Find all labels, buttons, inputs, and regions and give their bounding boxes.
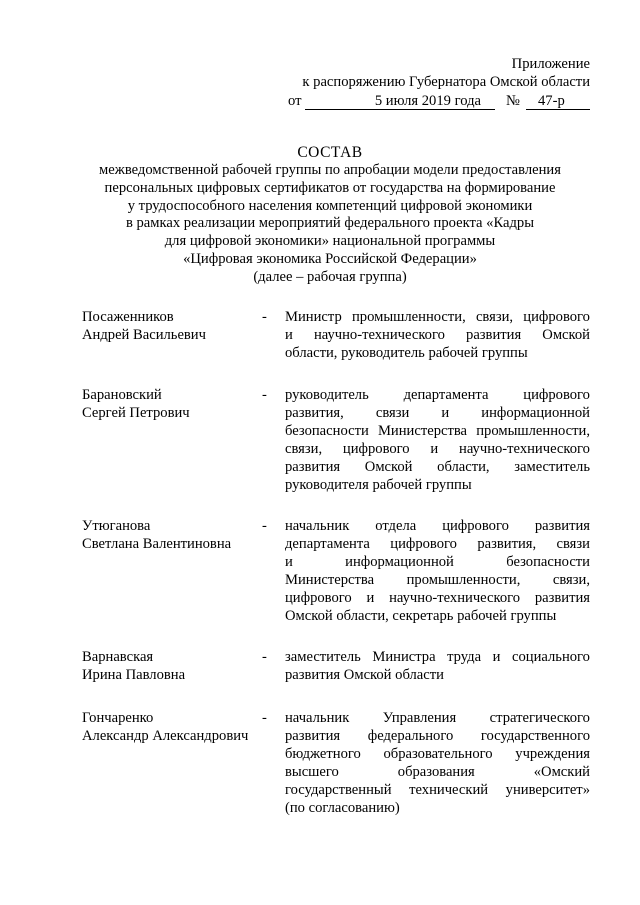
member-role-word: развития Омской области <box>285 667 444 683</box>
member-role-word: связи, <box>552 572 590 588</box>
member-role-word: связи <box>556 536 590 552</box>
member-role-word: и <box>492 649 501 665</box>
member-role-word: бюджетного <box>285 746 361 762</box>
number-sign-label: № <box>506 93 520 109</box>
member-name <box>82 518 252 554</box>
member-role-word: и <box>366 590 375 606</box>
member-role-word: заместитель <box>285 649 361 665</box>
member-role-word: университет» <box>505 782 590 798</box>
member-role-line <box>285 423 590 441</box>
title-line: персональных цифровых сертификатов от государства на формирование <box>104 179 556 196</box>
member-role-word: Управления <box>382 710 457 726</box>
member-role-line <box>285 441 590 459</box>
member-role-line <box>285 667 590 685</box>
member-role-word: Министерства <box>285 572 375 588</box>
member-role-word: учреждения <box>515 746 590 762</box>
member-role-word: связи, <box>475 309 514 325</box>
member-role-word: социального <box>512 649 590 665</box>
number-value: 47-р <box>538 93 565 109</box>
member-role-word: образования <box>397 764 475 780</box>
member-role-word: Омской <box>542 327 590 343</box>
member-role-word: развития <box>285 728 341 744</box>
member-role-word: Министерства <box>377 423 468 439</box>
member-role-word: департамента <box>285 536 370 552</box>
member-role-line <box>285 608 590 626</box>
member-role-line <box>285 590 590 608</box>
member-role-line <box>285 477 590 495</box>
member-role-line <box>285 649 590 667</box>
member-role-word: отдела <box>375 518 417 534</box>
member-role-word: информационной <box>481 405 590 421</box>
member-role-word: цифрового <box>285 590 352 606</box>
member-given-names: Сергей Петрович <box>82 405 190 421</box>
appendix-date-number-line <box>288 93 590 111</box>
member-role-word: стратегического <box>489 710 590 726</box>
member-role-word: промышленности, <box>476 423 590 439</box>
member-role-word: начальник <box>285 518 350 534</box>
member-role-word: промышленности, <box>406 572 521 588</box>
member-role-word: Омской области, секретарь рабочей группы <box>285 608 557 624</box>
member-role-word: цифрового <box>523 387 590 403</box>
member-role-word: федерального <box>367 728 454 744</box>
member-role <box>285 387 590 495</box>
member-role-line <box>285 387 590 405</box>
member-role-line <box>285 327 590 345</box>
member-given-names: Александр Александрович <box>82 728 249 744</box>
member-role-line <box>285 800 590 818</box>
member-name <box>82 309 252 345</box>
member-role-word: цифрового <box>442 518 509 534</box>
title-line: для цифровой экономики» национальной программы <box>164 233 496 250</box>
member-role-word: заместитель <box>514 459 590 475</box>
member-role-word: связи, <box>285 441 323 457</box>
member-role-word: Министр <box>285 309 342 325</box>
member-role-word: и <box>285 327 293 343</box>
member-surname: Варнавская <box>82 649 154 665</box>
member-role-line <box>285 554 590 572</box>
member-given-names: Андрей Васильевич <box>82 327 206 343</box>
member-role-word: развития <box>285 459 341 475</box>
title-line: в рамках реализации мероприятий федерального проекта «Кадры <box>125 215 535 232</box>
title-line: «Цифровая экономика Российской Федерации» <box>183 250 477 267</box>
member-role-word: образовательного <box>383 746 493 762</box>
member-surname: Утюганова <box>82 518 151 534</box>
member-role-word: научно-технического <box>389 590 521 606</box>
member-role-word: развития <box>466 327 522 343</box>
member-role-word: научно-технического <box>313 327 445 343</box>
member-role-word: государственного <box>480 728 590 744</box>
member-role-word: области, <box>437 459 490 475</box>
appendix-decree-reference: к распоряжению Губернатора Омской области <box>302 74 590 90</box>
member-role-line <box>285 536 590 554</box>
member-role-word: начальник <box>285 710 350 726</box>
member-role-word: (по согласованию) <box>285 800 400 816</box>
member-dash: - <box>262 518 267 534</box>
date-value: 5 июля 2019 года <box>374 93 481 109</box>
member-role-word: департамента <box>403 387 489 403</box>
member-role-word: Министра <box>372 649 436 665</box>
member-role-word: Омской <box>364 459 413 475</box>
member-role-line <box>285 405 590 423</box>
member-role-word: связи <box>375 405 410 421</box>
appendix-title: Приложение <box>511 56 590 72</box>
member-role-word: научно-технического <box>459 441 590 457</box>
member-role-word: развития, <box>477 536 537 552</box>
member-role-line <box>285 728 590 746</box>
member-role <box>285 309 590 363</box>
member-role-word: цифрового <box>342 441 410 457</box>
title-line: у трудоспособного населения компетенций цифровой экономики <box>127 197 533 214</box>
member-role-word: цифрового <box>523 309 590 325</box>
member-role-word: и <box>441 405 450 421</box>
member-role-word: безопасности <box>285 423 369 439</box>
member-role-word: и <box>285 554 293 570</box>
member-role-word: промышленности, <box>351 309 466 325</box>
member-role-word: развития <box>534 590 590 606</box>
appendix-header <box>288 56 590 111</box>
member-role-line <box>285 459 590 477</box>
document-title-block <box>60 144 600 287</box>
title-line: межведомственной рабочей группы по апробации модели предоставления <box>99 162 561 178</box>
member-dash: - <box>262 387 267 403</box>
member-surname: Барановский <box>82 387 162 403</box>
member-role-word: области, руководитель рабочей группы <box>285 345 528 361</box>
member-dash: - <box>262 649 267 665</box>
member-role-word: и <box>430 441 439 457</box>
member-dash: - <box>262 309 267 325</box>
title-line: (далее – рабочая группа) <box>253 268 407 285</box>
member-name <box>82 649 252 685</box>
member-role-word: цифрового <box>390 536 457 552</box>
member-role <box>285 710 590 818</box>
member-role-word: труда <box>447 649 482 665</box>
member-dash: - <box>262 710 267 726</box>
member-role-word: руководителя рабочей группы <box>285 477 472 493</box>
document-heading: СОСТАВ <box>297 144 363 161</box>
number-field <box>526 93 590 110</box>
member-role-word: безопасности <box>506 554 590 570</box>
date-prefix-label: от <box>288 93 302 109</box>
member-surname: Гончаренко <box>82 710 154 726</box>
member-role-word: информационной <box>345 554 454 570</box>
member-name <box>82 387 252 423</box>
member-role-line <box>285 309 590 327</box>
member-role-word: руководитель <box>285 387 369 403</box>
member-role-word: «Омский <box>533 764 590 780</box>
member-given-names: Светлана Валентиновна <box>82 536 232 552</box>
member-role-word: развития, <box>285 405 344 421</box>
date-field <box>305 93 495 110</box>
member-role-word: развития <box>534 518 590 534</box>
member-role-word: государственный <box>285 782 392 798</box>
member-role-line <box>285 710 590 728</box>
member-name <box>82 710 252 746</box>
member-role-line <box>285 764 590 782</box>
member-given-names: Ирина Павловна <box>82 667 186 683</box>
member-role <box>285 518 590 626</box>
member-role-line <box>285 746 590 764</box>
member-surname: Посаженников <box>82 309 174 325</box>
member-role-line <box>285 518 590 536</box>
member-role-line <box>285 345 590 363</box>
member-role-line <box>285 572 590 590</box>
member-role-line <box>285 782 590 800</box>
member-role <box>285 649 590 685</box>
member-role-word: высшего <box>285 764 339 780</box>
member-role-word: технический <box>409 782 489 798</box>
